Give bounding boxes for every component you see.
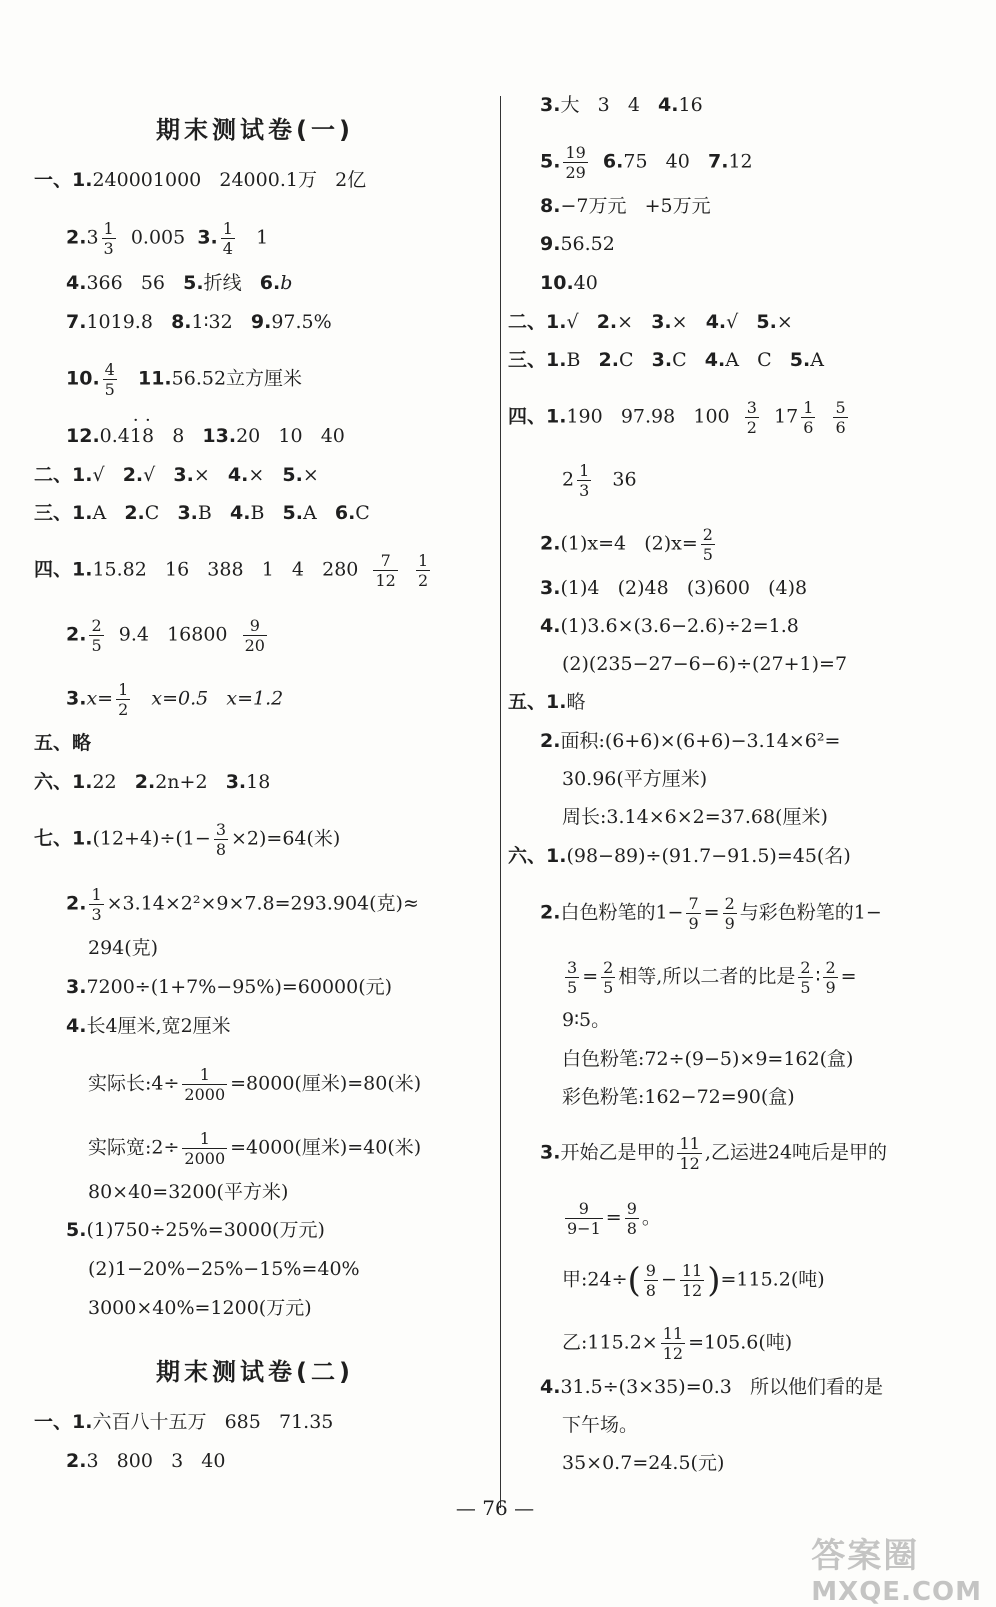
fraction: $\frac{3}{8}$	[215, 820, 226, 859]
answer-line: 三、1.B 2.C 3.C 4.A C 5.A	[508, 349, 824, 371]
answer-line: (2)1−20%−25%−15%=40%	[88, 1258, 360, 1280]
answer-line: 294(克)	[88, 937, 159, 959]
fraction: $\frac{5}{6}$	[835, 398, 846, 437]
answer-line: 5. $\frac{19}{29}$ 6.75 40 7.12	[540, 143, 753, 182]
fraction: $\frac{11}{12}$	[662, 1324, 684, 1363]
answer-line: 7.1019.8 8.1∶32 9.97.5%	[66, 311, 332, 333]
answer-line: 六、1.22 2.2n+2 3.18	[34, 771, 271, 793]
answer-line: 2 $\frac{1}{3}$ 36	[562, 461, 637, 500]
answer-line: 80×40=3200(平方米)	[88, 1181, 289, 1203]
column-divider	[500, 96, 501, 1508]
answer-line: 三、1.A 2.C 3.B 4.B 5.A 6.C	[34, 502, 370, 524]
fraction: $\frac{9}{20}$	[244, 616, 265, 655]
answer-line: 六、1.(98−89)÷(91.7−91.5)=45(名)	[508, 845, 851, 867]
answer-line: 五、1.略	[508, 691, 586, 713]
answer-line: 四、1.190 97.98 100 $\frac{3}{2}$ 17 $\frac{1}{6}$ $\frac{5}{6}$	[508, 398, 846, 437]
fraction: $\frac{3}{5}$	[567, 958, 578, 997]
answer-line: 七、1.(12+4)÷(1− $\frac{3}{8}$ ×2)=64(米)	[34, 820, 341, 859]
answer-line: 四、1.15.82 16 388 1 4 280 $\frac{7}{12}$ $\frac{1}{2}$	[34, 551, 429, 590]
fraction: $\frac{1}{2000}$	[184, 1065, 226, 1104]
answer-line: 12.0.4· 1· 8 8 13.20 10 40	[66, 424, 345, 448]
fraction: $\frac{9}{8}$	[626, 1199, 637, 1238]
answer-line: $\frac{3}{5}$ = $\frac{2}{5}$ 相等,所以二者的比是 $\frac{2}{5}$ ∶ $\frac{2}{9}$ =	[567, 958, 857, 997]
answer-line: 二、1.√ 2.× 3.× 4.√ 5.×	[508, 311, 793, 333]
answer-line: 五、略	[34, 732, 92, 754]
fraction: $\frac{2}{5}$	[91, 616, 102, 655]
fraction: $\frac{1}{3}$	[579, 461, 590, 500]
fraction: $\frac{1}{2}$	[118, 680, 129, 719]
answer-line: 周长:3.14×6×2=37.68(厘米)	[562, 806, 828, 828]
page-number: — 76 —	[455, 1496, 535, 1520]
answer-line: 2.白色粉笔的1− $\frac{7}{9}$ = $\frac{2}{9}$ 与彩色粉笔的1−	[540, 894, 882, 933]
answer-line: 白色粉笔:72÷(9−5)×9=162(盒)	[562, 1048, 854, 1070]
fraction: $\frac{2}{5}$	[603, 958, 614, 997]
answer-line: 2.3 $\frac{1}{3}$ 0.005 3. $\frac{1}{4}$ 1	[66, 219, 269, 258]
answer-line: 一、1.六百八十五万 685 71.35	[34, 1411, 334, 1433]
fraction: $\frac{19}{29}$	[565, 143, 586, 182]
fraction: $\frac{7}{9}$	[688, 894, 699, 933]
fraction: $\frac{1}{6}$	[803, 398, 814, 437]
answer-line: 5.(1)750÷25%=3000(万元)	[66, 1219, 325, 1241]
fraction: $\frac{7}{12}$	[375, 551, 396, 590]
answer-line: 4.长4厘米,宽2厘米	[66, 1015, 231, 1037]
answer-line: 2. $\frac{1}{3}$ ×3.14×2²×9×7.8=293.904(克)≈	[66, 885, 419, 924]
fraction: $\frac{1}{2}$	[417, 551, 429, 590]
answer-line: 2.3 800 3 40	[66, 1450, 226, 1472]
answer-line: 3.开始乙是甲的 $\frac{11}{12}$ ,乙运进24吨后是甲的	[540, 1134, 888, 1173]
fraction: $\frac{9}{8}$	[645, 1261, 656, 1300]
answer-line: 3.x= $\frac{1}{2}$ x=0.5 x=1.2	[66, 680, 284, 719]
fraction: $\frac{2}{9}$	[724, 894, 735, 933]
answer-line: 4.31.5÷(3×35)=0.3 所以他们看的是	[540, 1376, 883, 1398]
answer-line: 4.(1)3.6×(3.6−2.6)÷2=1.8	[540, 615, 799, 637]
answer-line: 8.−7万元 +5万元	[540, 195, 711, 217]
watermark-logo: 答案圈 MXQE.COM	[811, 1536, 982, 1607]
answer-line: 35×0.7=24.5(元)	[562, 1452, 725, 1474]
answer-line: 4.366 56 5.折线 6.b	[66, 272, 293, 294]
answer-line: 甲:24÷( $\frac{9}{8}$ − $\frac{11}{12}$ )=115.2(吨)	[562, 1260, 825, 1301]
fraction: $\frac{2}{9}$	[825, 958, 836, 997]
fraction: $\frac{2}{5}$	[800, 958, 811, 997]
answer-line: 实际宽:2÷ $\frac{1}{2000}$ =4000(厘米)=40(米)	[88, 1129, 422, 1168]
answer-line: 乙:115.2× $\frac{11}{12}$ =105.6(吨)	[562, 1324, 793, 1363]
answer-line: 2. $\frac{2}{5}$ 9.4 16800 $\frac{9}{20}$	[66, 616, 265, 655]
answer-line: 9.56.52	[540, 233, 615, 255]
answer-line: 3.(1)4 (2)48 (3)600 (4)8	[540, 577, 808, 599]
fraction: $\frac{11}{12}$	[679, 1134, 700, 1173]
answer-line: 二、1.√ 2.√ 3.× 4.× 5.×	[34, 464, 319, 486]
exam1-title: 期末测试卷(一)	[156, 116, 354, 144]
answer-line: 30.96(平方厘米)	[562, 768, 708, 790]
exam2-title: 期末测试卷(二)	[156, 1358, 354, 1386]
answer-line: 10. $\frac{4}{5}$ 11.56.52立方厘米	[66, 360, 303, 399]
answer-line: 实际长:4÷ $\frac{1}{2000}$ =8000(厘米)=80(米)	[88, 1065, 422, 1104]
fraction: $\frac{9}{9-1}$	[567, 1199, 601, 1238]
fraction: $\frac{1}{3}$	[103, 219, 114, 258]
fraction: $\frac{1}{2000}$	[184, 1129, 226, 1168]
fraction: $\frac{1}{4}$	[222, 219, 233, 258]
answer-line: 3000×40%=1200(万元)	[88, 1297, 312, 1319]
fraction: $\frac{2}{5}$	[702, 525, 713, 564]
answer-line: 彩色粉笔:162−72=90(盒)	[562, 1086, 795, 1108]
answer-line: 2.(1)x=4 (2)x= $\frac{2}{5}$	[540, 525, 713, 564]
fraction: $\frac{4}{5}$	[104, 360, 115, 399]
answer-line: 3.7200÷(1+7%−95%)=60000(元)	[66, 976, 393, 998]
answer-line: 9∶5。	[562, 1009, 611, 1031]
answer-line: 10.40	[540, 272, 598, 294]
answer-line: 一、1.240001000 24000.1万 2亿	[34, 169, 367, 191]
answer-line: 3.大 3 4 4.16	[540, 94, 703, 116]
answer-line: (2)(235−27−6−6)÷(27+1)=7	[562, 653, 848, 675]
fraction: $\frac{3}{2}$	[746, 398, 757, 437]
fraction: $\frac{11}{12}$	[681, 1261, 703, 1300]
answer-line: 下午场。	[562, 1414, 639, 1436]
answer-line: $\frac{9}{9-1}$ = $\frac{9}{8}$ 。	[567, 1199, 661, 1238]
fraction: $\frac{1}{3}$	[91, 885, 102, 924]
answer-line: 2.面积:(6+6)×(6+6)−3.14×6²=	[540, 730, 841, 752]
